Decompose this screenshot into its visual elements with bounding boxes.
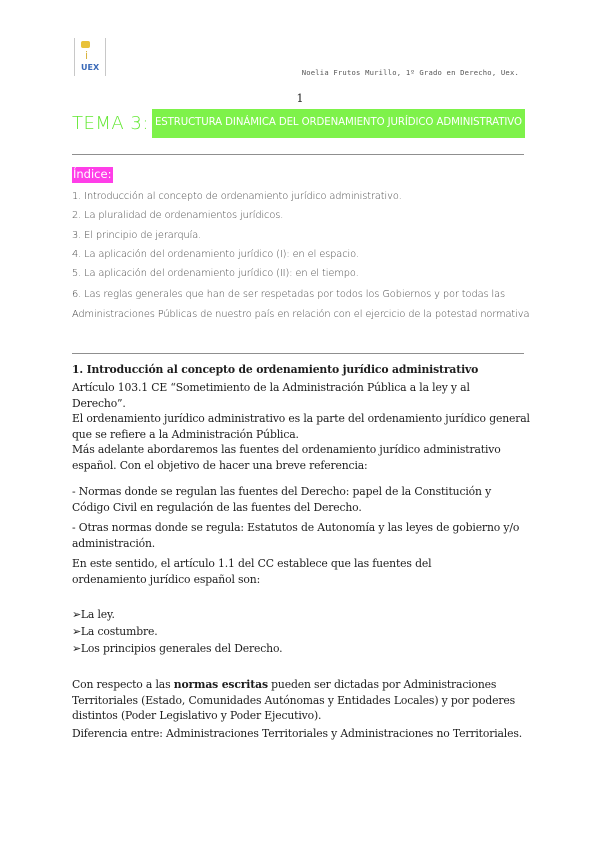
logo-i-mark: i — [85, 49, 89, 62]
bullet-item: ➢La ley. — [72, 608, 115, 621]
university-logo — [74, 38, 106, 76]
page-number: 1 — [296, 92, 304, 105]
index-item: 3. El principio de jerarquía. — [72, 230, 202, 241]
text-span: Con respecto a las — [72, 678, 174, 691]
tema-title: ESTRUCTURA DINÁMICA DEL ORDENAMIENTO JURÍDICO ADMINISTRATIVO — [152, 109, 525, 138]
bold-term: normas escritas — [173, 678, 268, 691]
tema-heading — [72, 107, 525, 139]
indice-label: Índice: — [73, 167, 112, 181]
paragraph: Diferencia entre: Administraciones Territoriales y Administraciones no Territoriales. — [72, 727, 523, 740]
bullet-item: ➢La costumbre. — [72, 625, 158, 638]
paragraph-normas-escritas — [72, 677, 524, 724]
index-item: 4. La aplicación del ordenamiento jurídico (I): en el espacio. — [72, 249, 359, 260]
divider-top — [72, 154, 524, 155]
index-item: 1. Introducción al concepto de ordenamiento jurídico administrativo. — [72, 191, 402, 202]
logo-text: UEX — [81, 63, 100, 72]
index-item: 2. La pluralidad de ordenamientos jurídicos. — [72, 210, 284, 221]
section-heading — [72, 362, 532, 378]
index-item: 5. La aplicación del ordenamiento jurídico (II): en el tiempo. — [72, 268, 359, 279]
paragraph: Artículo 103.1 CE “Sometimiento de la Administración Pública a la ley y al Derecho”. — [72, 381, 470, 410]
paragraph: - Otras normas donde se regula: Estatutos de Autonomía y las leyes de gobierno y/o administración. — [72, 521, 520, 550]
bullet-item: ➢Los principios generales del Derecho. — [72, 642, 283, 655]
author-header: Noelia Frutos Murillo, 1º Grado en Derecho, Uex. — [301, 68, 519, 77]
paragraph: El ordenamiento jurídico administrativo es la parte del ordenamiento jurídico general que se refiere a la Administración Pública. — [72, 412, 530, 441]
paragraph: En este sentido, el artículo 1.1 del CC establece que las fuentes del ordenamiento jurídico español son: — [72, 557, 432, 586]
paragraph: Más adelante abordaremos las fuentes del ordenamiento jurídico administrativo español. Con el objetivo de hacer una breve referencia: — [72, 443, 501, 472]
section-heading-text: 1. Introducción al concepto de ordenamiento jurídico administrativo — [72, 363, 479, 376]
tema-label: TEMA 3: — [72, 112, 149, 134]
divider-index — [72, 353, 524, 354]
paragraph: - Normas donde se regulan las fuentes del Derecho: papel de la Constitución y Código Civil en regulación de las fuentes del Derecho. — [72, 485, 492, 514]
logo-shield-icon — [81, 41, 90, 48]
text-span: pueden ser dictadas por Administraciones Territoriales (Estado, Comunidades Autónomas y Entidades Locales) y por poderes distintos (Poder Legislativo y Poder Ejecutivo). — [72, 678, 516, 722]
index-item: 6. Las reglas generales que han de ser respetadas por todos los Gobiernos y por todas las Administraciones Públicas de nuestro país en relación con el ejercicio de la potestad normativa — [72, 289, 530, 320]
